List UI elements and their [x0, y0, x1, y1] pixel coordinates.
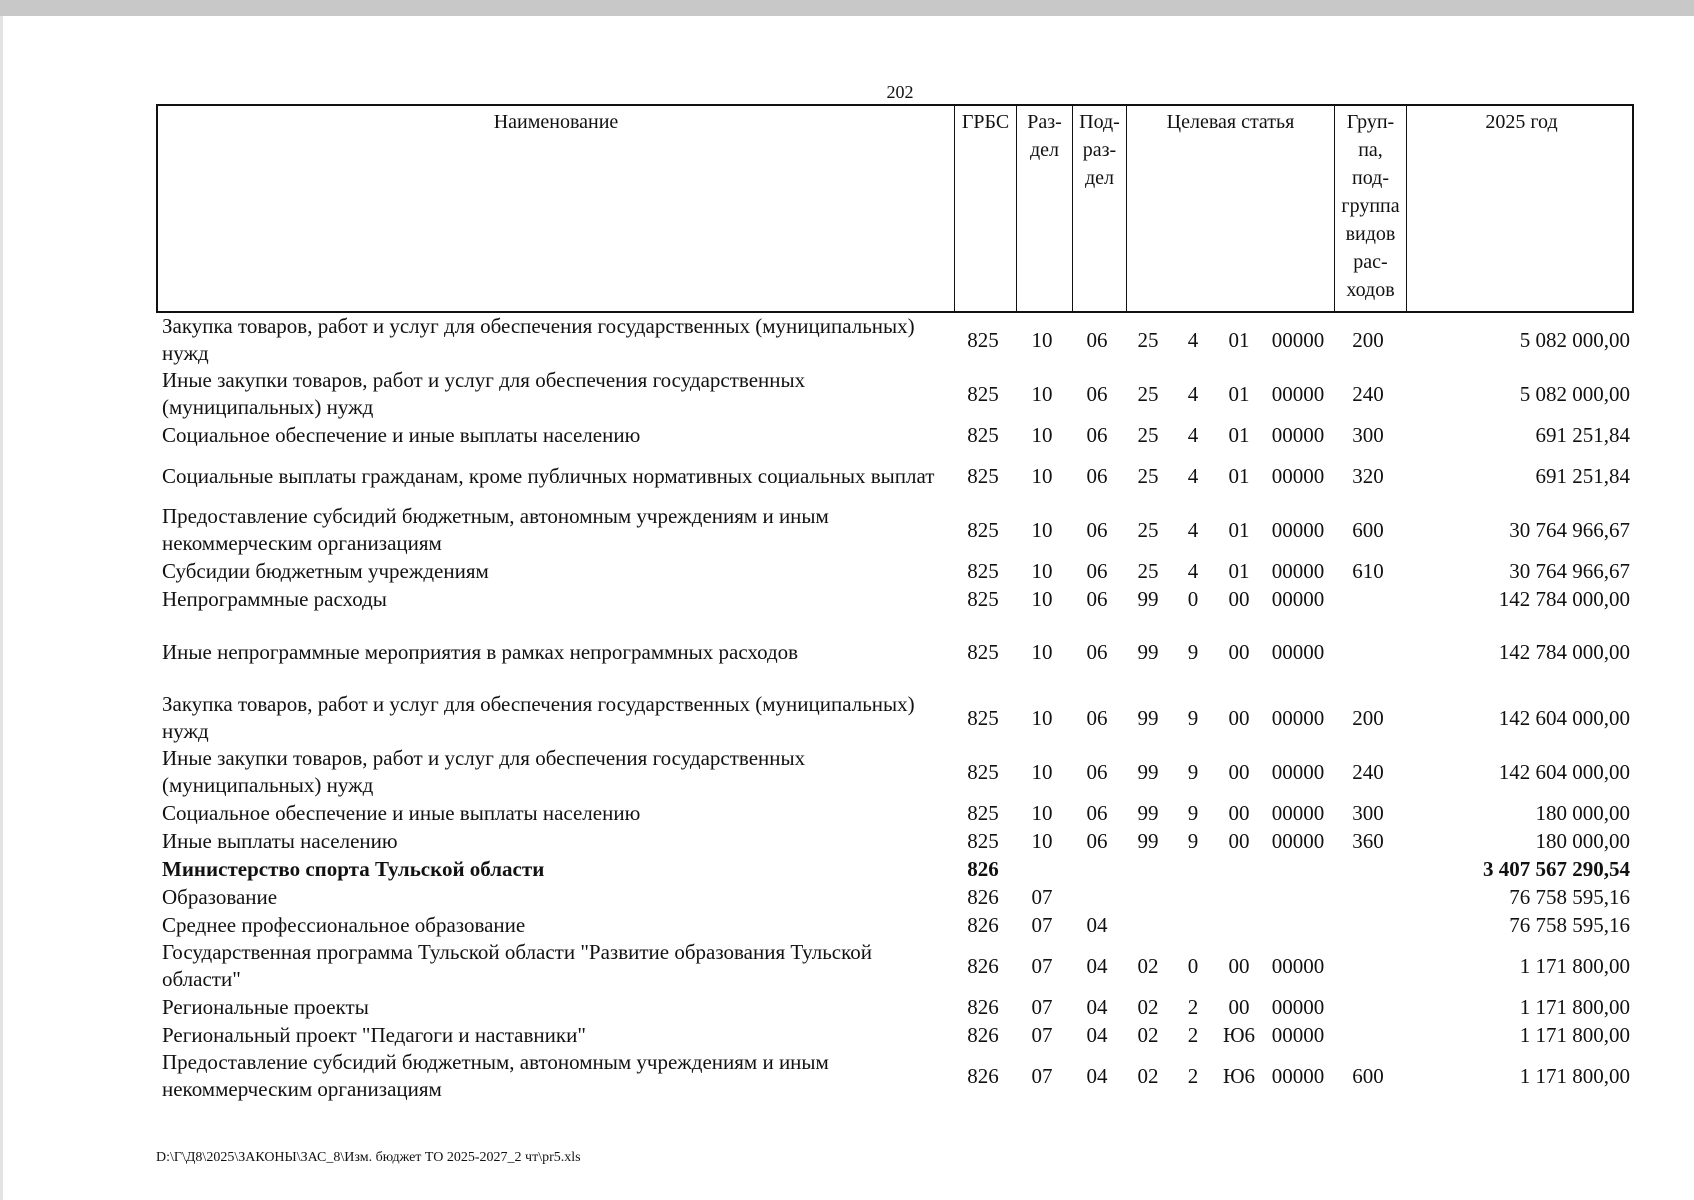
- row-target-program: 02: [1137, 1063, 1159, 1088]
- row-grbs: 825: [967, 422, 999, 447]
- header-expense-group: Груп- па, под- группа видов рас- ходов: [1334, 106, 1406, 311]
- budget-table: [156, 104, 1634, 1103]
- table-row: [156, 625, 1634, 679]
- row-amount: 76 758 595,16: [1509, 884, 1630, 909]
- row-target-type: 4: [1187, 517, 1199, 542]
- row-target-direction: 00: [1228, 759, 1250, 784]
- row-target-direction: 00: [1228, 953, 1250, 978]
- row-target-program: 99: [1137, 586, 1159, 611]
- row-target-direction: Ю6: [1222, 1022, 1256, 1047]
- row-target-code: 00000: [1271, 705, 1325, 730]
- row-podrazdel: 04: [1086, 1022, 1108, 1047]
- row-target-program: 25: [1137, 558, 1159, 583]
- row-grbs: 825: [967, 586, 999, 611]
- row-podrazdel: 06: [1086, 558, 1108, 583]
- row-target-type: 4: [1187, 422, 1199, 447]
- row-amount: 691 251,84: [1535, 422, 1630, 447]
- table-row: [156, 557, 1634, 585]
- row-grbs: 825: [967, 327, 999, 352]
- row-amount: 30 764 966,67: [1509, 558, 1630, 583]
- header-target-article: Целевая статья: [1126, 106, 1334, 311]
- row-amount: 142 604 000,00: [1498, 759, 1630, 784]
- table-row: [156, 1049, 1634, 1103]
- row-podrazdel: 06: [1086, 517, 1108, 542]
- row-grbs: 826: [967, 884, 999, 909]
- row-target-code: 00000: [1271, 828, 1325, 853]
- scan-top-band: [0, 0, 1694, 16]
- row-razdel: 10: [1031, 800, 1053, 825]
- row-name: Закупка товаров, работ и услуг для обеспечения государственных (муниципальных) нужд: [162, 692, 915, 743]
- header-year: 2025 год: [1406, 106, 1636, 311]
- row-target-code: 00000: [1271, 994, 1325, 1019]
- row-target-direction: 01: [1228, 327, 1250, 352]
- row-razdel: 07: [1031, 953, 1053, 978]
- row-grbs: 825: [967, 759, 999, 784]
- table-row: [156, 313, 1634, 367]
- row-name: Непрограммные расходы: [162, 586, 387, 611]
- row-razdel: 10: [1031, 381, 1053, 406]
- row-podrazdel: 06: [1086, 705, 1108, 730]
- row-podrazdel: 06: [1086, 586, 1108, 611]
- row-target-program: 99: [1137, 639, 1159, 664]
- row-target-program: 25: [1137, 517, 1159, 542]
- table-row: [156, 745, 1634, 799]
- table-row: [156, 883, 1634, 911]
- row-razdel: 07: [1031, 884, 1053, 909]
- table-row: [156, 799, 1634, 827]
- row-grbs: 825: [967, 705, 999, 730]
- row-name: Предоставление субсидий бюджетным, автономным учреждениям и иным некоммерческим организациям: [162, 1050, 829, 1101]
- row-target-direction: 00: [1228, 800, 1250, 825]
- row-target-direction: 01: [1228, 517, 1250, 542]
- header-grbs: ГРБС: [954, 106, 1016, 311]
- row-podrazdel: 04: [1086, 953, 1108, 978]
- table-row: [156, 367, 1634, 421]
- row-razdel: 10: [1031, 586, 1053, 611]
- row-target-type: 9: [1187, 759, 1199, 784]
- row-razdel: 10: [1031, 558, 1053, 583]
- row-razdel: 10: [1031, 327, 1053, 352]
- row-target-direction: 01: [1228, 558, 1250, 583]
- row-name: Региональные проекты: [162, 994, 369, 1019]
- header-name: Наименование: [493, 111, 619, 133]
- row-expense-group: 240: [1352, 759, 1384, 784]
- row-grbs: 825: [967, 828, 999, 853]
- row-grbs: 826: [967, 994, 999, 1019]
- row-name: Субсидии бюджетным учреждениям: [162, 558, 489, 583]
- row-target-direction: Ю6: [1222, 1063, 1256, 1088]
- row-podrazdel: 04: [1086, 1063, 1108, 1088]
- row-podrazdel: 06: [1086, 828, 1108, 853]
- row-target-program: 02: [1137, 994, 1159, 1019]
- row-target-program: 02: [1137, 953, 1159, 978]
- row-amount: 1 171 800,00: [1519, 1022, 1630, 1047]
- row-name: Региональный проект "Педагоги и наставники": [162, 1022, 586, 1047]
- row-grbs: 825: [967, 558, 999, 583]
- row-razdel: 10: [1031, 639, 1053, 664]
- row-name: Иные закупки товаров, работ и услуг для обеспечения государственных (муниципальных) нужд: [162, 368, 806, 419]
- row-razdel: 07: [1031, 1063, 1053, 1088]
- row-podrazdel: 06: [1086, 800, 1108, 825]
- row-target-program: 02: [1137, 1022, 1159, 1047]
- row-podrazdel: 06: [1086, 422, 1108, 447]
- row-amount: 1 171 800,00: [1519, 994, 1630, 1019]
- row-amount: 76 758 595,16: [1509, 912, 1630, 937]
- row-expense-group: 240: [1352, 381, 1384, 406]
- row-name: Иные непрограммные мероприятия в рамках непрограммных расходов: [162, 639, 799, 664]
- row-expense-group: 320: [1352, 463, 1384, 488]
- table-row: [156, 503, 1634, 557]
- row-amount: 691 251,84: [1535, 463, 1630, 488]
- row-target-type: 4: [1187, 381, 1199, 406]
- row-name: Иные выплаты населению: [162, 828, 398, 853]
- row-target-program: 99: [1137, 705, 1159, 730]
- row-grbs: 825: [967, 639, 999, 664]
- row-podrazdel: 06: [1086, 759, 1108, 784]
- row-target-type: 4: [1187, 463, 1199, 488]
- table-header: [156, 104, 1634, 313]
- table-row: [156, 911, 1634, 939]
- row-expense-group: 600: [1352, 1063, 1384, 1088]
- row-podrazdel: 06: [1086, 327, 1108, 352]
- table-row: [156, 939, 1634, 993]
- row-target-type: 2: [1187, 1022, 1199, 1047]
- row-name: Иные закупки товаров, работ и услуг для обеспечения государственных (муниципальных) нужд: [162, 746, 806, 797]
- row-name: Социальное обеспечение и иные выплаты населению: [162, 422, 641, 447]
- row-target-direction: 01: [1228, 381, 1250, 406]
- row-razdel: 10: [1031, 828, 1053, 853]
- row-expense-group: 300: [1352, 422, 1384, 447]
- row-name: Закупка товаров, работ и услуг для обеспечения государственных (муниципальных) нужд: [162, 314, 915, 365]
- row-amount: 1 171 800,00: [1519, 1063, 1630, 1088]
- row-target-program: 25: [1137, 381, 1159, 406]
- row-amount: 30 764 966,67: [1509, 517, 1630, 542]
- scan-left-edge: [0, 16, 3, 1200]
- row-amount: 142 604 000,00: [1498, 705, 1630, 730]
- row-target-code: 00000: [1271, 422, 1325, 447]
- row-target-code: 00000: [1271, 1022, 1325, 1047]
- table-row: [156, 449, 1634, 503]
- row-target-type: 0: [1187, 586, 1199, 611]
- row-grbs: 826: [967, 953, 999, 978]
- row-target-program: 25: [1137, 327, 1159, 352]
- table-row: [156, 993, 1634, 1021]
- row-razdel: 07: [1031, 912, 1053, 937]
- row-target-code: 00000: [1271, 381, 1325, 406]
- row-amount: 5 082 000,00: [1519, 327, 1630, 352]
- row-target-code: 00000: [1271, 953, 1325, 978]
- row-target-type: 9: [1187, 705, 1199, 730]
- row-name: Предоставление субсидий бюджетным, автономным учреждениям и иным некоммерческим организациям: [162, 504, 829, 555]
- row-expense-group: 360: [1352, 828, 1384, 853]
- page-number: 202: [886, 82, 914, 102]
- row-razdel: 10: [1031, 705, 1053, 730]
- header-razdel: Раз- дел: [1016, 106, 1072, 311]
- row-grbs: 825: [967, 381, 999, 406]
- row-target-program: 99: [1137, 759, 1159, 784]
- row-expense-group: 600: [1352, 517, 1384, 542]
- row-amount: 1 171 800,00: [1519, 953, 1630, 978]
- row-target-code: 00000: [1271, 517, 1325, 542]
- row-target-program: 99: [1137, 828, 1159, 853]
- row-razdel: 07: [1031, 1022, 1053, 1047]
- row-grbs: 825: [967, 463, 999, 488]
- row-name: Государственная программа Тульской области "Развитие образования Тульской области": [162, 940, 872, 991]
- table-row: [156, 585, 1634, 613]
- row-target-direction: 00: [1228, 828, 1250, 853]
- header-podrazdel: Под- раз- дел: [1072, 106, 1126, 311]
- row-target-code: 00000: [1271, 463, 1325, 488]
- row-razdel: 10: [1031, 517, 1053, 542]
- row-target-type: 4: [1187, 558, 1199, 583]
- file-path-footer: D:\Г\Д8\2025\ЗАКОНЫ\ЗАС_8\Изм. бюджет ТО 2025-2027_2 чт\pr5.xls: [156, 1150, 581, 1165]
- table-row: [156, 855, 1634, 883]
- row-expense-group: 300: [1352, 800, 1384, 825]
- table-row: [156, 691, 1634, 745]
- table-body: [156, 313, 1634, 1103]
- row-expense-group: 610: [1352, 558, 1384, 583]
- row-target-code: 00000: [1271, 800, 1325, 825]
- row-podrazdel: 06: [1086, 463, 1108, 488]
- row-target-code: 00000: [1271, 558, 1325, 583]
- row-target-direction: 00: [1228, 586, 1250, 611]
- row-target-direction: 00: [1228, 994, 1250, 1019]
- row-amount: 180 000,00: [1535, 800, 1630, 825]
- row-grbs: 826: [967, 1022, 999, 1047]
- row-target-code: 00000: [1271, 1063, 1325, 1088]
- row-amount: 142 784 000,00: [1498, 586, 1630, 611]
- row-razdel: 10: [1031, 422, 1053, 447]
- row-target-type: 9: [1187, 639, 1199, 664]
- row-grbs: 826: [967, 856, 999, 881]
- row-podrazdel: 06: [1086, 639, 1108, 664]
- row-razdel: 10: [1031, 759, 1053, 784]
- row-razdel: 07: [1031, 994, 1053, 1019]
- row-razdel: 10: [1031, 463, 1053, 488]
- row-target-direction: 00: [1228, 705, 1250, 730]
- row-expense-group: 200: [1352, 327, 1384, 352]
- row-target-program: 99: [1137, 800, 1159, 825]
- row-amount: 5 082 000,00: [1519, 381, 1630, 406]
- table-row: [156, 1021, 1634, 1049]
- row-name: Социальные выплаты гражданам, кроме публичных нормативных социальных выплат: [162, 463, 935, 488]
- row-podrazdel: 04: [1086, 912, 1108, 937]
- row-grbs: 826: [967, 1063, 999, 1088]
- row-target-code: 00000: [1271, 639, 1325, 664]
- row-amount: 180 000,00: [1535, 828, 1630, 853]
- row-target-code: 00000: [1271, 759, 1325, 784]
- table-row: [156, 827, 1634, 855]
- row-target-type: 2: [1187, 994, 1199, 1019]
- row-target-code: 00000: [1271, 586, 1325, 611]
- row-grbs: 825: [967, 517, 999, 542]
- row-target-code: 00000: [1271, 327, 1325, 352]
- row-grbs: 825: [967, 800, 999, 825]
- row-target-type: 0: [1187, 953, 1199, 978]
- row-podrazdel: 04: [1086, 994, 1108, 1019]
- table-row: [156, 421, 1634, 449]
- row-amount: 3 407 567 290,54: [1483, 856, 1630, 881]
- row-amount: 142 784 000,00: [1498, 639, 1630, 664]
- row-name: Министерство спорта Тульской области: [162, 856, 545, 881]
- row-podrazdel: 06: [1086, 381, 1108, 406]
- row-grbs: 826: [967, 912, 999, 937]
- row-target-direction: 00: [1228, 639, 1250, 664]
- row-target-program: 25: [1137, 422, 1159, 447]
- row-target-program: 25: [1137, 463, 1159, 488]
- row-expense-group: 200: [1352, 705, 1384, 730]
- row-target-direction: 01: [1228, 463, 1250, 488]
- row-target-direction: 01: [1228, 422, 1250, 447]
- row-name: Социальное обеспечение и иные выплаты населению: [162, 800, 641, 825]
- row-target-type: 9: [1187, 800, 1199, 825]
- row-target-type: 2: [1187, 1063, 1199, 1088]
- row-target-type: 9: [1187, 828, 1199, 853]
- row-name: Образование: [162, 884, 278, 909]
- row-name: Среднее профессиональное образование: [162, 912, 526, 937]
- row-target-type: 4: [1187, 327, 1199, 352]
